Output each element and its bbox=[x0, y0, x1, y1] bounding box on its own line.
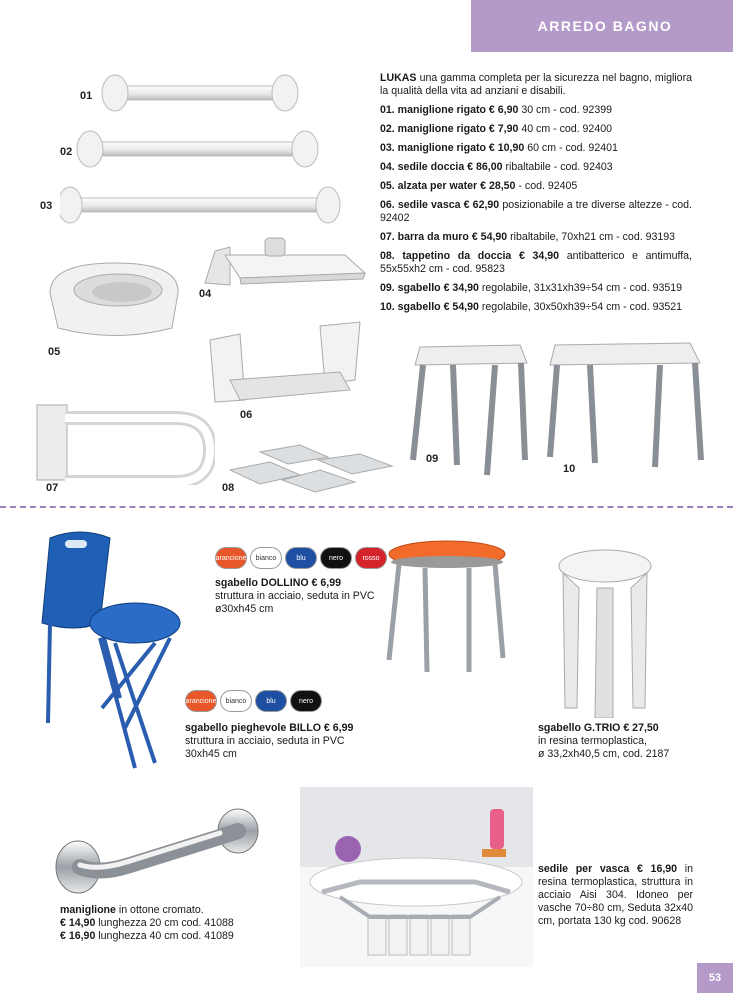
bath-seat-photo bbox=[300, 787, 533, 967]
folding-stool-image bbox=[30, 528, 200, 778]
list-item: 10. sgabello € 54,90 regolabile, 30x50xh39÷54 cm - cod. 93521 bbox=[380, 301, 683, 313]
grab-bars-image bbox=[60, 72, 350, 232]
swatch-blue: blu bbox=[255, 690, 287, 712]
sedile-vasca-description: sedile per vasca € 16,90 in resina termoplastica, struttura in acciaio Aisi 304. Idoneo per vasche 70÷80 cm, Seduta 32x40 cm, portata 130 kg cod. 90628 bbox=[538, 863, 693, 927]
list-item: 01. maniglione rigato € 6,90 30 cm - cod. 92399 bbox=[380, 104, 613, 116]
section-title: ARREDO BAGNO bbox=[537, 18, 673, 34]
dollino-color-swatches bbox=[215, 547, 387, 569]
chrome-grab-bar-image bbox=[50, 805, 265, 900]
bath-seat-image bbox=[200, 320, 365, 410]
shower-seat-image bbox=[195, 233, 370, 293]
label-09: 09 bbox=[426, 453, 439, 465]
brand-name: LUKAS bbox=[380, 72, 417, 84]
billo-description: sgabello pieghevole BILLO € 6,99 struttura in acciaio, seduta in PVC 30xh45 cm bbox=[185, 722, 354, 760]
label-03: 03 bbox=[40, 200, 53, 212]
swatch-orange: arancione bbox=[215, 547, 247, 569]
shower-mat-image bbox=[220, 440, 400, 495]
swatch-white: bianco bbox=[220, 690, 252, 712]
swatch-black: nero bbox=[320, 547, 352, 569]
section-header bbox=[471, 0, 733, 52]
label-04: 04 bbox=[199, 288, 212, 300]
list-item: 05. alzata per water € 28,50 - cod. 92405 bbox=[380, 180, 578, 192]
adjustable-stools-image bbox=[405, 335, 710, 495]
intro-text: LUKAS una gamma completa per la sicurezza nel bagno, migliora la qualità della vita ad anziani e disabili. bbox=[380, 72, 692, 97]
label-08: 08 bbox=[222, 482, 235, 494]
wall-bar-image bbox=[35, 400, 215, 485]
section-divider bbox=[0, 506, 733, 508]
label-05: 05 bbox=[48, 346, 61, 358]
bottle-icon bbox=[490, 809, 504, 849]
swatch-white: bianco bbox=[250, 547, 282, 569]
list-item: 04. sedile doccia € 86,00 ribaltabile - cod. 92403 bbox=[380, 161, 613, 173]
product-list bbox=[380, 72, 692, 320]
dollino-stool-image bbox=[385, 540, 510, 680]
label-10: 10 bbox=[563, 463, 576, 475]
maniglione-description: maniglione in ottone cromato. € 14,90 lunghezza 20 cm cod. 41088 € 16,90 lunghezza 40 cm cod. 41089 bbox=[60, 904, 234, 942]
list-item: 06. sedile vasca € 62,90 posizionabile a tre diverse altezze - cod. 92402 bbox=[380, 199, 692, 224]
toilet-riser-image bbox=[40, 258, 185, 343]
list-item: 02. maniglione rigato € 7,90 40 cm - cod. 92400 bbox=[380, 123, 613, 135]
label-02: 02 bbox=[60, 146, 73, 158]
list-item: 09. sgabello € 34,90 regolabile, 31x31xh39÷54 cm - cod. 93519 bbox=[380, 282, 683, 294]
swatch-red: rosso bbox=[355, 547, 387, 569]
list-item: 03. maniglione rigato € 10,90 60 cm - cod. 92401 bbox=[380, 142, 618, 154]
dollino-description: sgabello DOLLINO € 6,99 struttura in acciaio, seduta in PVC ø30xh45 cm bbox=[215, 577, 375, 615]
label-07: 07 bbox=[46, 482, 59, 494]
page-number: 53 bbox=[697, 963, 733, 993]
swatch-orange: arancione bbox=[185, 690, 217, 712]
label-06: 06 bbox=[240, 409, 253, 421]
sponge-icon bbox=[335, 836, 361, 862]
label-01: 01 bbox=[80, 90, 93, 102]
gtrio-stool-image bbox=[555, 548, 655, 718]
bath-seat-photo-art bbox=[300, 787, 533, 967]
list-item: 08. tappetino da doccia € 34,90 antibatterico e antimuffa, 55x55xh2 cm - cod. 95823 bbox=[380, 250, 692, 275]
list-item: 07. barra da muro € 54,90 ribaltabile, 70xh21 cm - cod. 93193 bbox=[380, 231, 676, 243]
billo-color-swatches bbox=[185, 690, 322, 712]
swatch-black: nero bbox=[290, 690, 322, 712]
gtrio-description: sgabello G.TRIO € 27,50 in resina termoplastica, ø 33,2xh40,5 cm, cod. 2187 bbox=[538, 722, 670, 760]
swatch-blue: blu bbox=[285, 547, 317, 569]
